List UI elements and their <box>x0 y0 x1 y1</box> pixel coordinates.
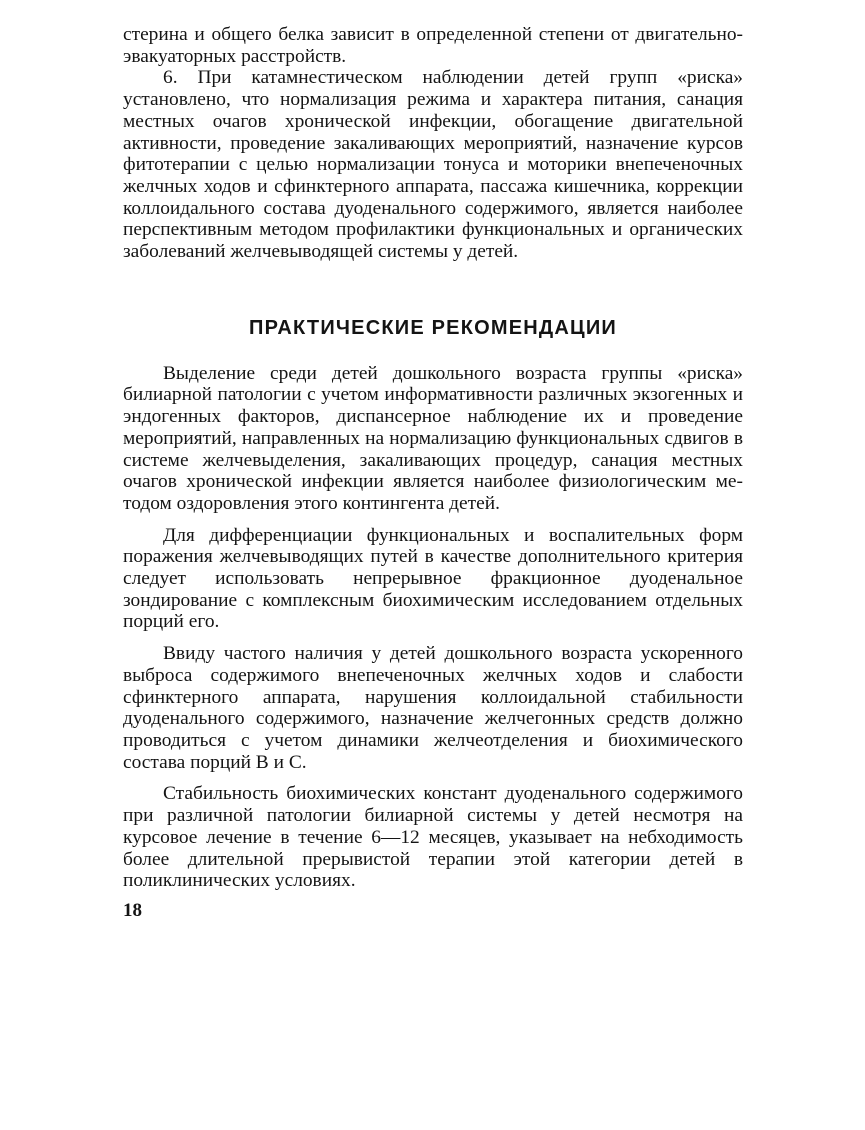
continuation-paragraph: стерина и общего белка зависит в определенной степени от двигательно-эвакуаторных расстройств. <box>123 24 743 67</box>
recommendation-paragraph-1: Выделение среди детей дошкольного возраста группы «риска» билиарной патологии с учетом информативности различных экзогенных и эндогенных факторов, диспансерное наблюдение их и проведение мероприятий, направленных на нормализацию функциональных сдвигов в системе желчевыделения, закаливающих процедур, санация местных очагов хронической инфекции является наиболее физиологическим методом оздоровления этого контингента детей. <box>123 362 743 514</box>
document-page <box>123 24 743 922</box>
page-number: 18 <box>123 899 142 921</box>
conclusion-item-6: 6. При катамнестическом наблюдении детей групп «риска» установлено, что нормализация режима и характера питания, санация местных очагов хронической инфекции, обогащение двигательной активности, проведение закаливающих мероприятий, назначение курсов фитотерапии с целью нормализации тонуса и моторики внепеченочных желчных ходов и сфинктерного аппарата, пассажа кишечника, коррекции коллоидального состава дуоденального содержимого, является наиболее перспективным методом профилактики функциональных и органических заболеваний желчевыводящей системы у детей. <box>123 67 743 263</box>
recommendation-paragraph-4: Стабильность биохимических констант дуоденального содержимого при различной патологии билиарной системы у детей несмотря на курсовое лечение в течение 6—12 месяцев, указывает на небходимость более длительной прерывистой терапии этой категории детей в поликлинических условиях. <box>123 783 743 892</box>
section-heading: ПРАКТИЧЕСКИЕ РЕКОМЕНДАЦИИ <box>249 316 617 339</box>
recommendation-paragraph-3: Ввиду частого наличия у детей дошкольного возраста ускоренного выброса содержимого внепеченочных желчных ходов и слабости сфинктерного аппарата, нарушения коллоидальной стабильности дуоденального содержимого, назначение желчегонных средств должно проводиться с учетом динамики желчеотделения и биохимического состава порций В и С. <box>123 643 743 773</box>
recommendation-paragraph-2: Для дифференциации функциональных и воспалительных форм поражения желчевыводящих путей в качестве дополнительного критерия следует использовать непрерывное фракционное дуоденальное зондирование с комплексным биохимическим исследованием отдельных порций его. <box>123 524 743 633</box>
